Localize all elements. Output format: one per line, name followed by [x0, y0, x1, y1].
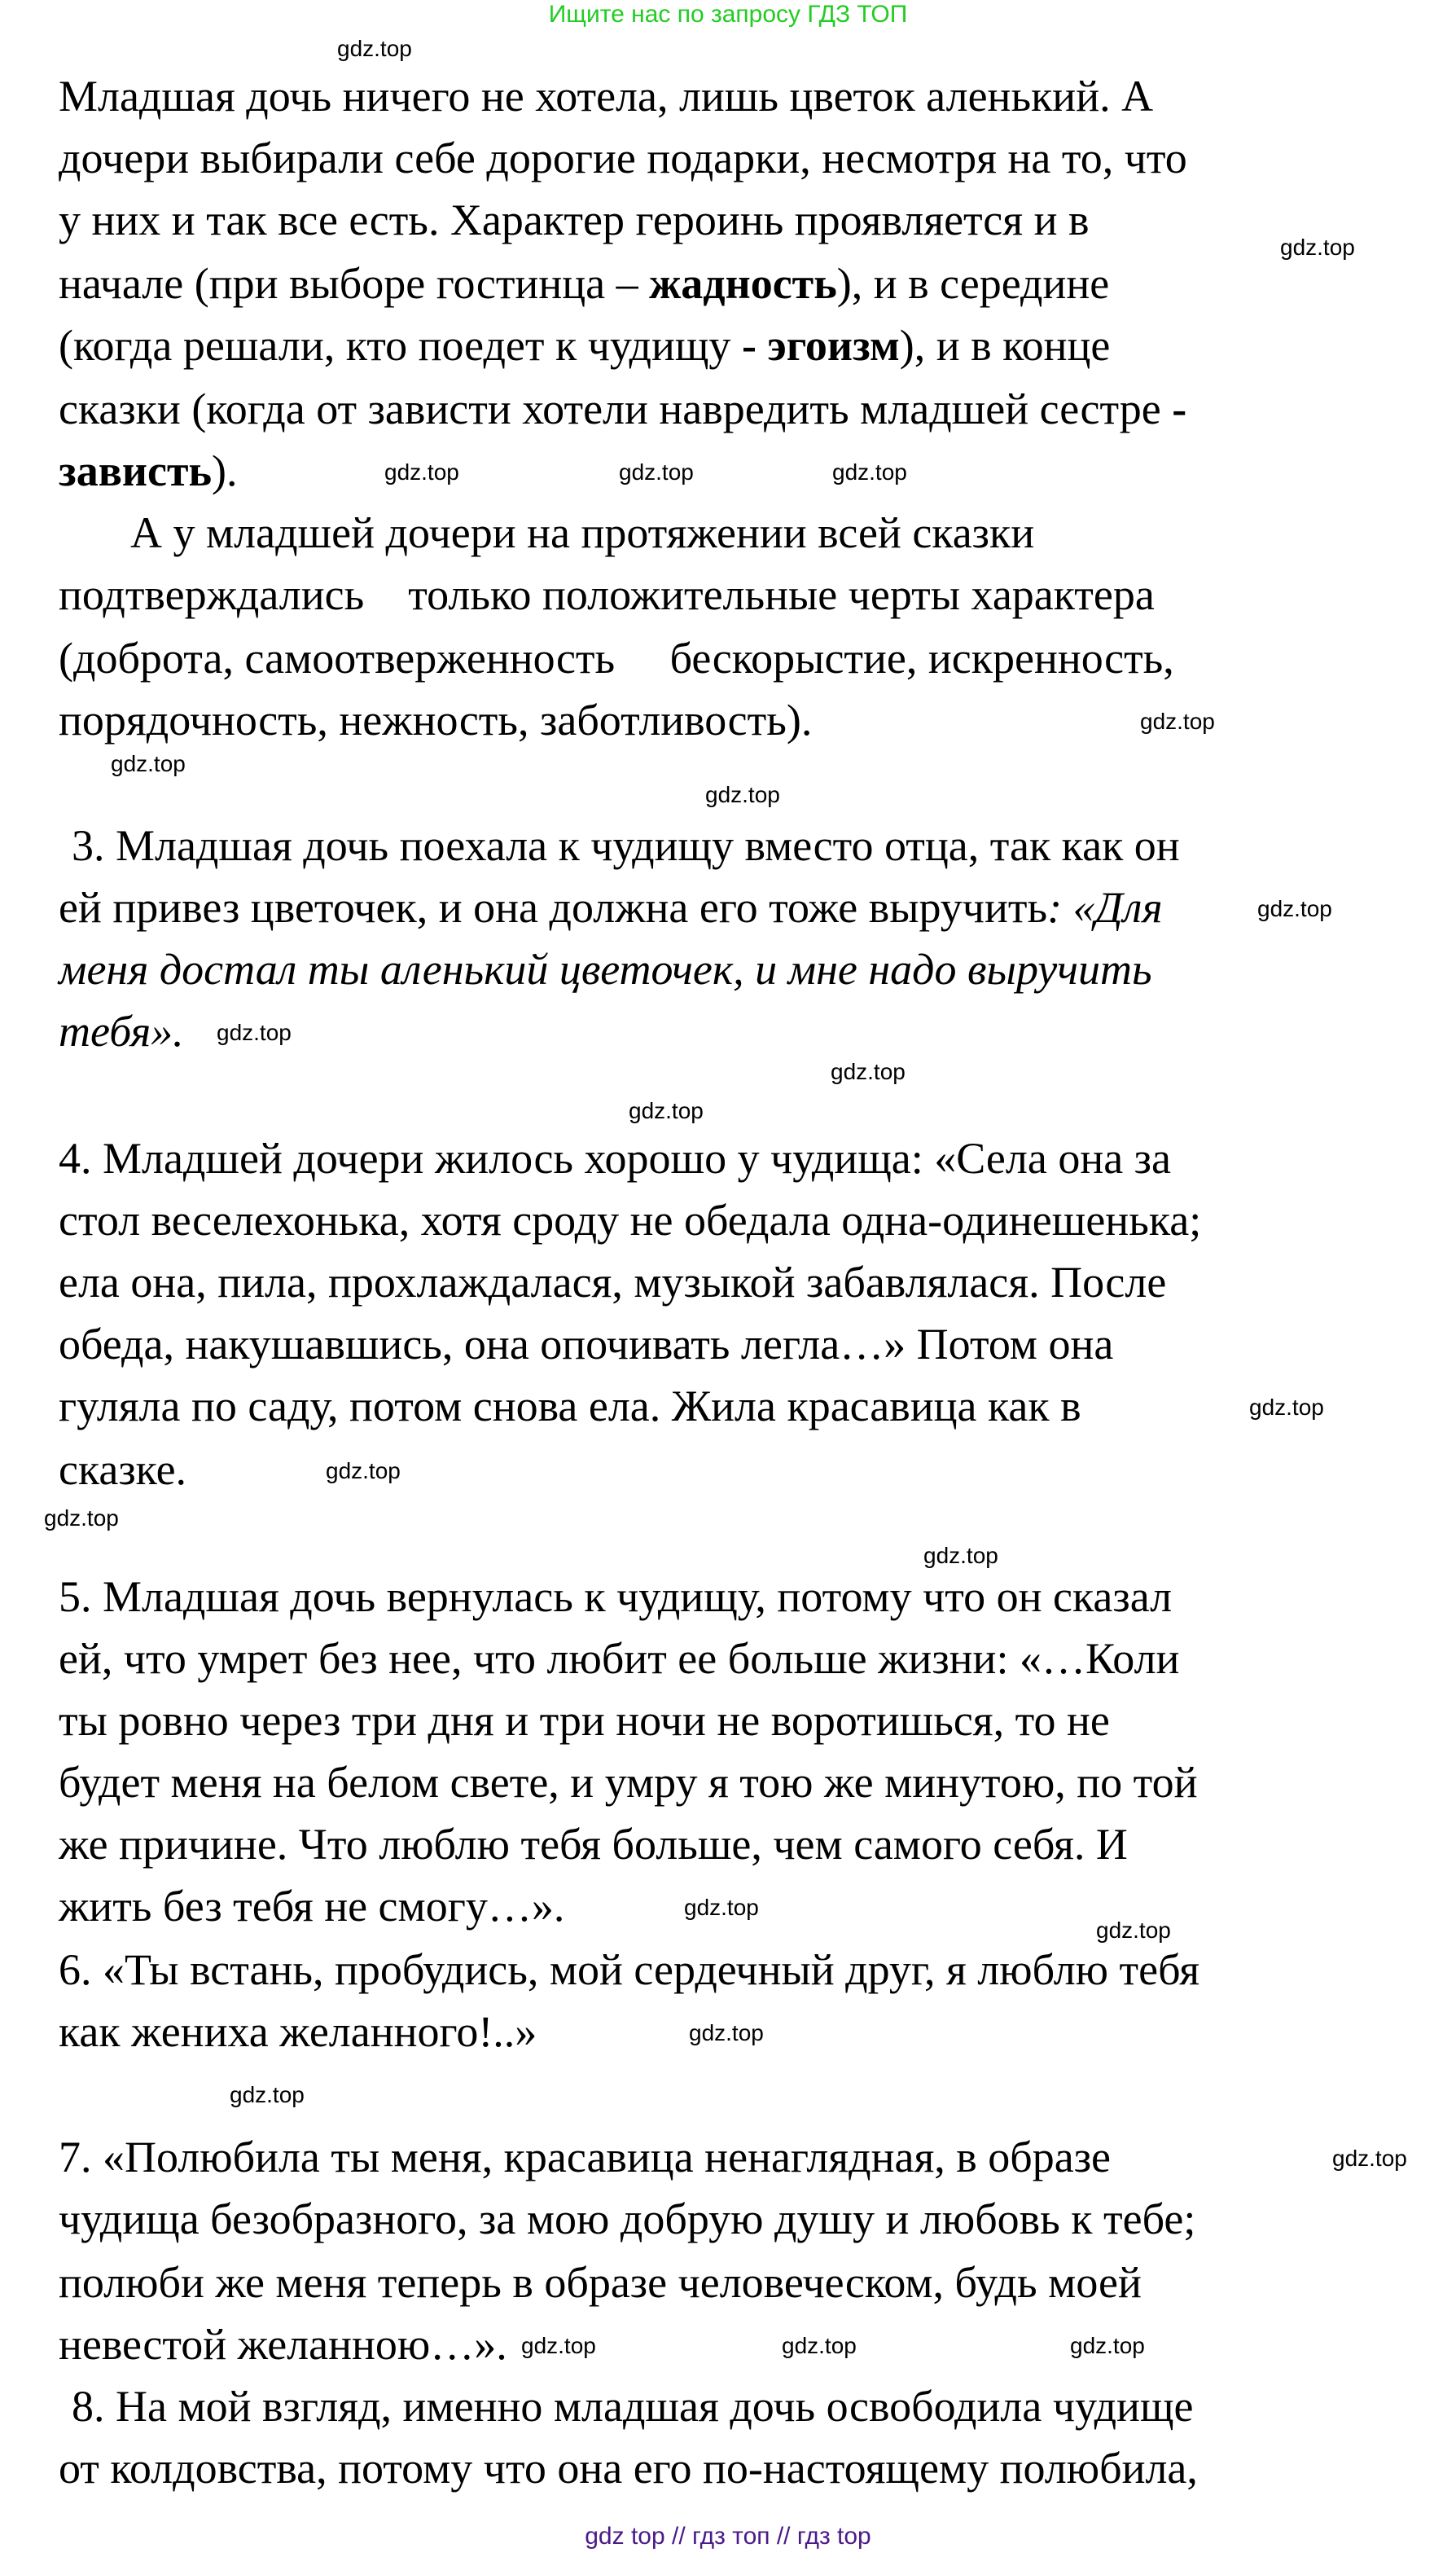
text-line: [59, 1134, 1171, 1183]
header-banner: Ищите нас по запросу ГДЗ ТОП: [548, 1, 908, 28]
text-segment: гуляла по саду, потом снова ела. Жила красавица как в: [59, 1382, 1081, 1430]
text-line: [59, 2194, 1195, 2243]
text-line: [59, 883, 1163, 932]
text-line: [59, 1007, 184, 1056]
text-segment: сказке.: [59, 1445, 187, 1494]
text-segment: же причине. Что люблю тебя больше, чем самого себя. И: [59, 1820, 1128, 1869]
text-segment: ела она, пила, прохлаждалася, музыкой забавлялася. После: [59, 1258, 1167, 1307]
text-segment: ты ровно через три дня и три ночи не воротишься, то не: [59, 1696, 1110, 1745]
text-line: [59, 1882, 564, 1931]
watermark-text: gdz.top: [230, 2082, 305, 2107]
text-segment: 6. «Ты встань, пробудись, мой сердечный друг, я люблю тебя: [59, 1945, 1200, 1994]
text-segment: у них и так все есть. Характер героинь проявляется и в: [59, 195, 1090, 244]
text-segment: А у младшей дочери на протяжении всей сказки: [130, 508, 1035, 557]
watermark-text: gdz.top: [689, 2020, 764, 2045]
text-line: [59, 1258, 1166, 1307]
text-line: [59, 384, 1186, 433]
text-line: [59, 945, 1152, 994]
text-segment: подтверждались только положительные черты характера: [59, 570, 1155, 619]
text-segment: ей, что умрет без нее, что любит ее больше жизни: «…Коли: [59, 1634, 1180, 1683]
bold-text: жадность: [649, 259, 837, 308]
text-line: [130, 508, 1034, 557]
text-segment: чудища безобразного, за мою добрую душу и любовь к тебе;: [59, 2194, 1196, 2243]
text-segment: невестой желанною…».: [59, 2320, 507, 2369]
text-segment: 4. Младшей дочери жилось хорошо у чудища: «Села она за: [59, 1134, 1171, 1183]
watermark-text: gdz.top: [337, 36, 412, 61]
text-line: [59, 259, 1109, 308]
text-segment: ).: [212, 446, 238, 495]
text-segment: жить без тебя не смогу…».: [59, 1882, 565, 1931]
watermark-text: gdz.top: [217, 1020, 292, 1045]
text-line: [59, 2133, 1111, 2181]
watermark-text: gdz.top: [831, 1059, 906, 1084]
text-segment: (доброта, самоотверженность бескорыстие, искренность,: [59, 634, 1174, 683]
italic-text: тебя».: [59, 1007, 184, 1056]
text-segment: как жениха желанного!..»: [59, 2007, 537, 2056]
watermark-text: gdz.top: [44, 1505, 119, 1531]
watermark-text: gdz.top: [1280, 235, 1355, 260]
watermark-text: gdz.top: [1332, 2146, 1407, 2171]
watermark-text: gdz.top: [1249, 1395, 1324, 1420]
italic-text: : «Для: [1047, 883, 1163, 932]
text-line: [59, 696, 812, 745]
text-segment: 8. На мой взгляд, именно младшая дочь освободила чудище: [72, 2382, 1194, 2431]
text-segment: обеда, накушавшись, она опочивать легла…» Потом она: [59, 1320, 1114, 1368]
watermark-text: gdz.top: [705, 782, 780, 807]
text-segment: дочери выбирали себе дорогие подарки, несмотря на то, что: [59, 134, 1187, 182]
footer-banner: gdz top // гдз топ // гдз top: [585, 2523, 871, 2550]
text-segment: Младшая дочь ничего не хотела, лишь цветок аленький. А: [59, 72, 1154, 121]
text-line: [59, 321, 1110, 370]
watermark-text: gdz.top: [923, 1543, 998, 1568]
text-segment: ), и в конце: [899, 321, 1111, 370]
text-line: [59, 1945, 1199, 1994]
text-line: [59, 570, 1155, 619]
text-line: [59, 1196, 1201, 1245]
watermark-text: gdz.top: [832, 459, 907, 485]
text-line: [59, 1634, 1179, 1683]
watermark-text: gdz.top: [1096, 1918, 1171, 1943]
text-line: [72, 2382, 1194, 2431]
text-line: [59, 72, 1153, 121]
text-segment: ), и в середине: [836, 259, 1110, 308]
text-segment: от колдовства, потому что она его по-настоящему полюбила,: [59, 2444, 1198, 2493]
text-line: [59, 1696, 1110, 1745]
watermark-text: gdz.top: [111, 751, 186, 776]
watermark-text: gdz.top: [782, 2333, 857, 2358]
text-line: [59, 195, 1090, 244]
text-line: [59, 1445, 186, 1494]
bold-text: -: [1172, 384, 1187, 433]
watermark-text: gdz.top: [1257, 896, 1332, 921]
bold-text: - эгоизм: [741, 321, 900, 370]
text-line: [59, 446, 238, 495]
text-segment: 3. Младшая дочь поехала к чудищу вместо отца, так как он: [72, 821, 1180, 870]
text-line: [59, 2258, 1142, 2307]
text-line: [59, 1382, 1081, 1430]
text-line: [59, 1820, 1128, 1869]
text-segment: ей привез цветочек, и она должна его тоже выручить: [59, 883, 1048, 932]
text-segment: будет меня на белом свете, и умру я тою же минутою, по той: [59, 1758, 1198, 1807]
watermark-text: gdz.top: [684, 1895, 759, 1920]
text-line: [72, 821, 1180, 870]
text-segment: сказки (когда от зависти хотели навредить младшей сестре: [59, 384, 1173, 433]
watermark-text: gdz.top: [1140, 709, 1215, 734]
watermark-text: gdz.top: [384, 459, 459, 485]
text-line: [59, 2007, 537, 2056]
bold-text: зависть: [59, 446, 213, 495]
text-segment: начале (при выборе гостинца –: [59, 259, 650, 308]
text-segment: (когда решали, кто поедет к чудищу: [59, 321, 742, 370]
watermark-text: gdz.top: [1070, 2333, 1145, 2358]
text-line: [59, 1320, 1113, 1368]
text-line: [59, 1572, 1172, 1621]
watermark-text: gdz.top: [629, 1098, 704, 1123]
text-line: [59, 2320, 507, 2369]
text-segment: 5. Младшая дочь вернулась к чудищу, потому что он сказал: [59, 1572, 1173, 1621]
watermark-text: gdz.top: [521, 2333, 596, 2358]
text-segment: 7. «Полюбила ты меня, красавица ненаглядная, в образе: [59, 2133, 1112, 2181]
text-line: [59, 134, 1187, 182]
text-line: [59, 634, 1174, 683]
watermark-text: gdz.top: [619, 459, 694, 485]
watermark-text: gdz.top: [326, 1458, 401, 1483]
text-line: [59, 2444, 1198, 2493]
text-segment: полюби же меня теперь в образе человеческом, будь моей: [59, 2258, 1142, 2307]
italic-text: меня достал ты аленький цветочек, и мне надо выручить: [59, 945, 1152, 994]
text-line: [59, 1758, 1197, 1807]
text-segment: порядочность, нежность, заботливость).: [59, 696, 813, 745]
text-segment: стол веселехонька, хотя сроду не обедала одна-одинешенька;: [59, 1196, 1202, 1245]
